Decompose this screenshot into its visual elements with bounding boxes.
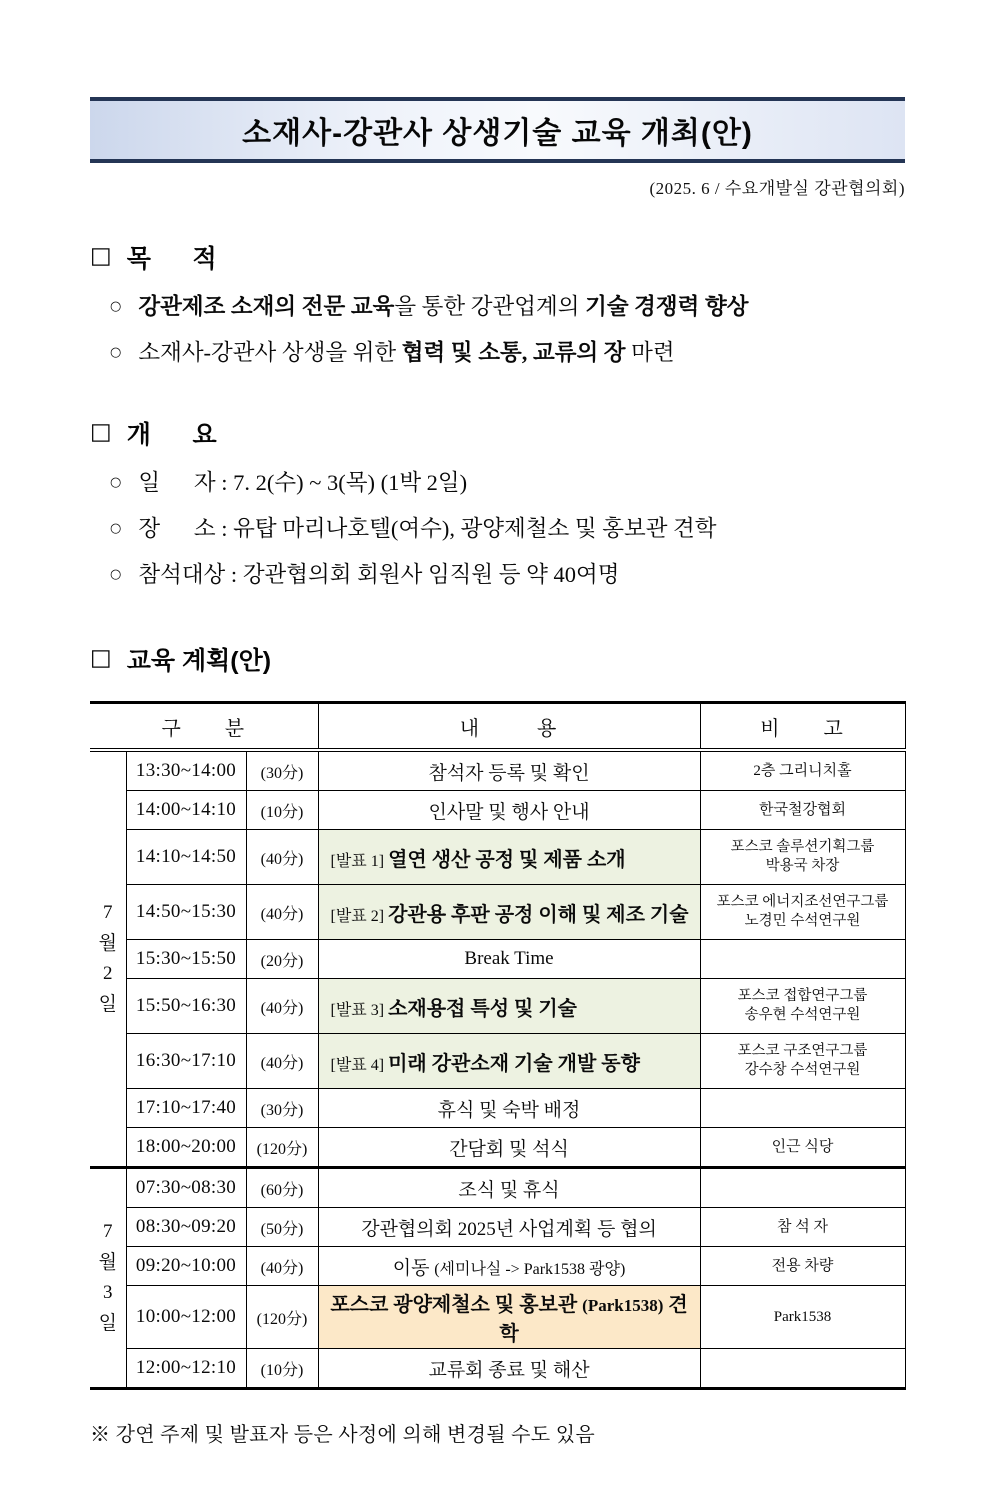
remark-cell bbox=[700, 1034, 905, 1089]
schedule-row bbox=[90, 1286, 905, 1349]
remark-line: 인근 식당 bbox=[771, 1138, 834, 1155]
time-cell: 15:30~15:50 bbox=[126, 940, 246, 979]
content-cell bbox=[318, 1168, 700, 1208]
circle-bullet-icon: ○ bbox=[110, 344, 122, 360]
text-segment: [발표 2] bbox=[330, 907, 389, 925]
schedule-row bbox=[90, 1034, 905, 1089]
circle-bullet-icon: ○ bbox=[110, 299, 122, 314]
remark-line: 포스코 솔루션기획그룹 bbox=[730, 838, 875, 855]
text-segment: 을 통한 강관업계의 bbox=[394, 294, 586, 319]
content-cell bbox=[318, 979, 700, 1034]
title-banner bbox=[90, 97, 905, 163]
schedule-row bbox=[90, 885, 905, 940]
duration-cell: (120分) bbox=[246, 1286, 318, 1349]
text-segment: 마련 bbox=[625, 339, 675, 365]
text-segment: 소재용접 특성 및 기술 bbox=[388, 997, 577, 1020]
duration-cell: (30分) bbox=[246, 1089, 318, 1128]
time-cell: 09:20~10:00 bbox=[126, 1247, 246, 1286]
square-marker-icon: □ bbox=[90, 418, 112, 445]
remark-line: 송우현 수석연구원 bbox=[744, 1007, 861, 1024]
day-label-char: 7 bbox=[103, 1221, 113, 1243]
overview-item-label: 일 자 bbox=[138, 470, 216, 496]
schedule-table-body bbox=[90, 750, 905, 1389]
time-cell: 18:00~20:00 bbox=[126, 1128, 246, 1168]
time-cell: 14:50~15:30 bbox=[126, 885, 246, 940]
remark-cell bbox=[700, 791, 905, 830]
section-title-purpose: 목 적 bbox=[126, 245, 217, 273]
content-cell bbox=[318, 791, 700, 830]
square-marker-icon: □ bbox=[90, 644, 112, 671]
circle-bullet-icon: ○ bbox=[110, 475, 122, 491]
overview-item-value: 유탑 마리나호텔(여수), 광양제철소 및 홍보관 견학 bbox=[233, 515, 717, 541]
overview-list bbox=[90, 467, 905, 591]
schedule-row bbox=[90, 791, 905, 830]
content-cell bbox=[318, 1286, 700, 1349]
time-cell: 13:30~14:00 bbox=[126, 750, 246, 791]
remark-cell bbox=[700, 1208, 905, 1247]
purpose-item bbox=[110, 291, 905, 324]
remark-cell bbox=[700, 830, 905, 885]
document-page bbox=[0, 97, 992, 1500]
text-segment: 포스코 광양제철소 및 홍보관 bbox=[330, 1294, 583, 1317]
document-subtitle: (2025. 6 / 수요개발실 강관협의회) bbox=[649, 179, 905, 198]
time-cell: 10:00~12:00 bbox=[126, 1286, 246, 1349]
text-segment: [발표 1] bbox=[330, 852, 389, 870]
content-cell bbox=[318, 1089, 700, 1128]
duration-cell: (10分) bbox=[246, 1349, 318, 1389]
text-segment: (세미나실 -> Park1538 광양) bbox=[434, 1260, 626, 1278]
page-title: 소재사-강관사 상생기술 교육 개최(안) bbox=[242, 117, 753, 150]
remark-line: 포스코 에너지조선연구그룹 bbox=[716, 893, 889, 910]
remark-line: 노경민 수석연구원 bbox=[744, 913, 861, 930]
day-label-cell bbox=[90, 750, 126, 1168]
duration-cell: (10分) bbox=[246, 791, 318, 830]
time-cell: 07:30~08:30 bbox=[126, 1168, 246, 1208]
column-header-remark: 비 고 bbox=[700, 703, 905, 751]
remark-cell bbox=[700, 979, 905, 1034]
time-cell: 08:30~09:20 bbox=[126, 1208, 246, 1247]
day-label-cell bbox=[90, 1168, 126, 1389]
duration-cell: (40分) bbox=[246, 885, 318, 940]
table-header-row bbox=[90, 703, 905, 751]
content-cell bbox=[318, 1247, 700, 1286]
day-label-char: 7 bbox=[103, 902, 113, 924]
text-segment: [발표 4] bbox=[330, 1056, 389, 1074]
section-title-plan: 교육 계획(안) bbox=[126, 647, 272, 676]
schedule-row bbox=[90, 1089, 905, 1128]
square-marker-icon: □ bbox=[90, 242, 112, 269]
schedule-row bbox=[90, 1168, 905, 1208]
duration-cell: (60分) bbox=[246, 1168, 318, 1208]
footnote: ※ 강연 주제 및 발표자 등은 사정에 의해 변경될 수도 있음 bbox=[90, 1424, 595, 1447]
remark-line: Park1538 bbox=[773, 1308, 832, 1325]
overview-item-value: 강관협의회 회원사 임직원 등 약 40여명 bbox=[242, 561, 620, 587]
day-label-char: 일 bbox=[98, 993, 117, 1015]
section-heading-purpose bbox=[90, 239, 905, 275]
schedule-row bbox=[90, 1128, 905, 1168]
text-segment: 이동 bbox=[392, 1257, 435, 1279]
duration-cell: (40分) bbox=[246, 979, 318, 1034]
schedule-row bbox=[90, 1349, 905, 1389]
content-cell bbox=[318, 1349, 700, 1389]
duration-cell: (50分) bbox=[246, 1208, 318, 1247]
remark-line: 참 석 자 bbox=[777, 1218, 828, 1235]
text-segment: (Park1538) bbox=[582, 1296, 664, 1316]
text-segment: 강관협의회 2025년 사업계획 등 협의 bbox=[361, 1218, 657, 1240]
remark-line: 포스코 접합연구그룹 bbox=[737, 987, 868, 1004]
remark-cell bbox=[700, 885, 905, 940]
section-heading-plan bbox=[90, 641, 905, 677]
text-segment: 인사말 및 행사 안내 bbox=[428, 801, 590, 823]
day-label-char: 월 bbox=[98, 932, 117, 954]
text-segment: 소재사-강관사 상생을 위한 bbox=[138, 339, 402, 365]
day-label-char: 2 bbox=[103, 963, 113, 985]
text-segment: 열연 생산 공정 및 제품 소개 bbox=[388, 848, 626, 871]
text-segment: 미래 강관소재 기술 개발 동향 bbox=[388, 1052, 640, 1075]
remark-line: 포스코 구조연구그룹 bbox=[737, 1042, 868, 1059]
overview-separator: : bbox=[215, 515, 234, 541]
duration-cell: (120分) bbox=[246, 1128, 318, 1168]
overview-item-label: 참석대상 bbox=[138, 561, 226, 587]
time-cell: 15:50~16:30 bbox=[126, 979, 246, 1034]
day-label-char: 3 bbox=[103, 1282, 113, 1304]
text-segment: [발표 3] bbox=[330, 1001, 389, 1019]
text-segment: 강관제조 소재의 전문 교육 bbox=[138, 294, 395, 319]
remark-cell bbox=[700, 750, 905, 791]
column-header-content: 내 용 bbox=[318, 703, 700, 751]
overview-item bbox=[110, 559, 905, 592]
section-heading-overview bbox=[90, 415, 905, 451]
schedule-row bbox=[90, 979, 905, 1034]
text-segment: 기술 경쟁력 향상 bbox=[585, 294, 749, 319]
text-segment: 견학 bbox=[499, 1294, 688, 1346]
purpose-text bbox=[138, 337, 674, 370]
content-cell bbox=[318, 885, 700, 940]
circle-bullet-icon: ○ bbox=[110, 566, 122, 582]
remark-line: 박용국 차장 bbox=[765, 858, 840, 875]
remark-line: 2층 그리니치홀 bbox=[753, 762, 852, 779]
schedule-row bbox=[90, 940, 905, 979]
remark-line: 전용 차량 bbox=[771, 1257, 834, 1274]
text-segment: Break Time bbox=[464, 948, 554, 970]
time-cell: 14:10~14:50 bbox=[126, 830, 246, 885]
overview-item bbox=[110, 513, 905, 546]
duration-cell: (40分) bbox=[246, 830, 318, 885]
column-header-category: 구 분 bbox=[90, 703, 318, 751]
overview-separator: : bbox=[225, 561, 243, 587]
duration-cell: (20分) bbox=[246, 940, 318, 979]
section-title-overview: 개 요 bbox=[126, 421, 217, 450]
purpose-item bbox=[110, 337, 905, 370]
remark-cell bbox=[700, 1089, 905, 1128]
remark-cell bbox=[700, 1247, 905, 1286]
schedule-table bbox=[90, 701, 906, 1390]
day-label-char: 월 bbox=[98, 1251, 117, 1273]
text-segment: 강관용 후판 공정 이해 및 제조 기술 bbox=[388, 903, 689, 926]
day-label-char: 일 bbox=[98, 1312, 117, 1334]
circle-bullet-icon: ○ bbox=[110, 520, 122, 536]
time-cell: 12:00~12:10 bbox=[126, 1349, 246, 1389]
overview-item bbox=[110, 467, 905, 500]
content-cell bbox=[318, 750, 700, 791]
overview-item-value: 7. 2(수) ~ 3(목) (1박 2일) bbox=[233, 470, 468, 496]
text-segment: 조식 및 휴식 bbox=[458, 1179, 560, 1201]
duration-cell: (30分) bbox=[246, 750, 318, 791]
schedule-row bbox=[90, 1208, 905, 1247]
purpose-text bbox=[138, 291, 748, 324]
text-segment: 휴식 및 숙박 배정 bbox=[437, 1099, 581, 1121]
overview-item-label: 장 소 bbox=[138, 515, 216, 541]
remark-line: 강수창 수석연구원 bbox=[744, 1062, 861, 1079]
text-segment: 협력 및 소통, 교류의 장 bbox=[401, 339, 626, 365]
text-segment: 교류회 종료 및 해산 bbox=[428, 1359, 590, 1381]
content-cell bbox=[318, 830, 700, 885]
duration-cell: (40分) bbox=[246, 1247, 318, 1286]
time-cell: 16:30~17:10 bbox=[126, 1034, 246, 1089]
schedule-row bbox=[90, 830, 905, 885]
purpose-list bbox=[90, 291, 905, 369]
remark-cell bbox=[700, 1168, 905, 1208]
remark-cell bbox=[700, 1128, 905, 1168]
text-segment: 간담회 및 석식 bbox=[449, 1138, 569, 1160]
content-cell bbox=[318, 1034, 700, 1089]
remark-line: 한국철강협회 bbox=[759, 801, 846, 818]
schedule-row bbox=[90, 1247, 905, 1286]
overview-separator: : bbox=[215, 470, 234, 496]
content-cell bbox=[318, 1208, 700, 1247]
text-segment: 참석자 등록 및 확인 bbox=[428, 762, 590, 784]
time-cell: 14:00~14:10 bbox=[126, 791, 246, 830]
remark-cell bbox=[700, 1349, 905, 1389]
duration-cell: (40分) bbox=[246, 1034, 318, 1089]
content-cell bbox=[318, 1128, 700, 1168]
schedule-row bbox=[90, 750, 905, 791]
remark-cell bbox=[700, 940, 905, 979]
time-cell: 17:10~17:40 bbox=[126, 1089, 246, 1128]
content-cell bbox=[318, 940, 700, 979]
remark-cell bbox=[700, 1286, 905, 1349]
